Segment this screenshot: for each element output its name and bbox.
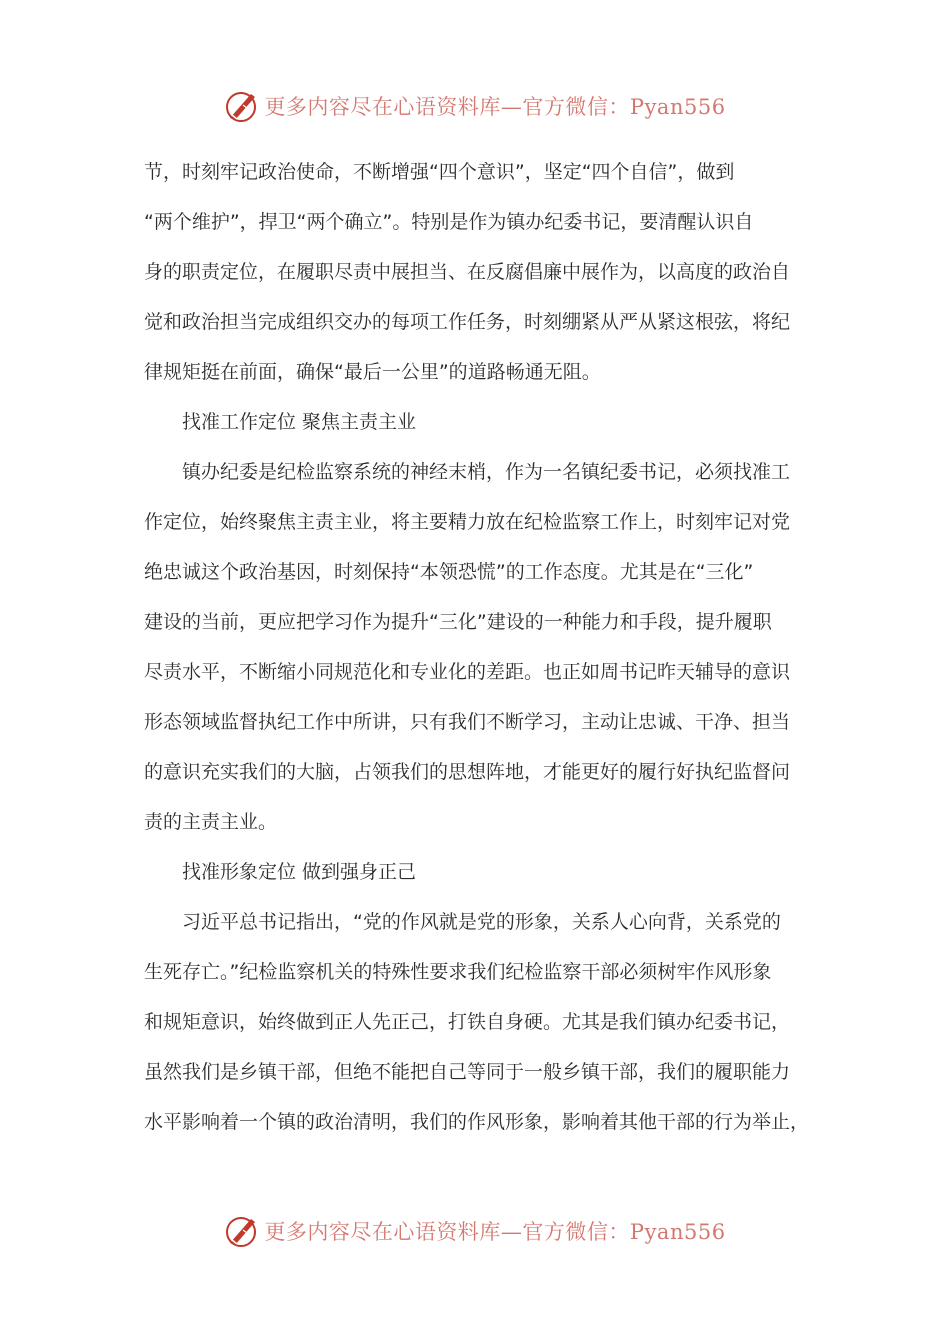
text-line: “两个维护”，捍卫“两个确立”。特别是作为镇办纪委书记，要清醒认识自 [144, 211, 754, 233]
document-body [144, 147, 810, 1147]
text-line: 找准形象定位 做到强身正己 [182, 861, 417, 883]
banner-text: 更多内容尽在心语资料库—官方微信：Pyan556 [264, 1220, 726, 1244]
footer-banner [0, 1207, 950, 1255]
header-banner [0, 82, 950, 130]
text-line: 作定位，始终聚焦主责主业，将主要精力放在纪检监察工作上，时刻牢记对党 [144, 511, 791, 533]
text-line: 节，时刻牢记政治使命，不断增强“四个意识”，坚定“四个自信”，做到 [144, 161, 735, 183]
text-line: 绝忠诚这个政治基因，时刻保持“本领恐慌”的工作态度。尤其是在“三化” [144, 561, 754, 583]
text-line: 生死存亡。”纪检监察机关的特殊性要求我们纪检监察干部必须树牢作风形象 [144, 961, 772, 983]
text-line: 虽然我们是乡镇干部，但绝不能把自己等同于一般乡镇干部，我们的履职能力 [144, 1061, 791, 1083]
text-line: 的意识充实我们的大脑，占领我们的思想阵地，才能更好的履行好执纪监督问 [144, 761, 791, 783]
text-line: 和规矩意识，始终做到正人先正己，打铁自身硬。尤其是我们镇办纪委书记， [144, 1011, 791, 1033]
banner-text: 更多内容尽在心语资料库—官方微信：Pyan556 [264, 95, 726, 119]
quill-pen-logo-icon [224, 88, 260, 124]
text-line: 镇办纪委是纪检监察系统的神经末梢，作为一名镇纪委书记，必须找准工 [182, 461, 791, 483]
text-line: 建设的当前，更应把学习作为提升“三化”建设的一种能力和手段，提升履职 [144, 611, 772, 633]
text-line: 形态领域监督执纪工作中所讲，只有我们不断学习，主动让忠诚、干净、担当 [144, 711, 791, 733]
text-line: 找准工作定位 聚焦主责主业 [182, 411, 417, 433]
quill-pen-logo-icon [224, 1213, 260, 1249]
text-line: 觉和政治担当完成组织交办的每项工作任务，时刻绷紧从严从紧这根弦，将纪 [144, 311, 791, 333]
text-line: 身的职责定位，在履职尽责中展担当、在反腐倡廉中展作为，以高度的政治自 [144, 261, 791, 283]
text-line: 律规矩挺在前面，确保“最后一公里”的道路畅通无阻。 [144, 361, 601, 383]
text-line: 责的主责主业。 [144, 811, 278, 833]
text-line: 尽责水平，不断缩小同规范化和专业化的差距。也正如周书记昨天辅导的意识 [144, 661, 791, 683]
text-line: 习近平总书记指出，“党的作风就是党的形象，关系人心向背，关系党的 [182, 911, 781, 933]
text-line: 水平影响着一个镇的政治清明，我们的作风形象，影响着其他干部的行为举止， [144, 1111, 810, 1133]
